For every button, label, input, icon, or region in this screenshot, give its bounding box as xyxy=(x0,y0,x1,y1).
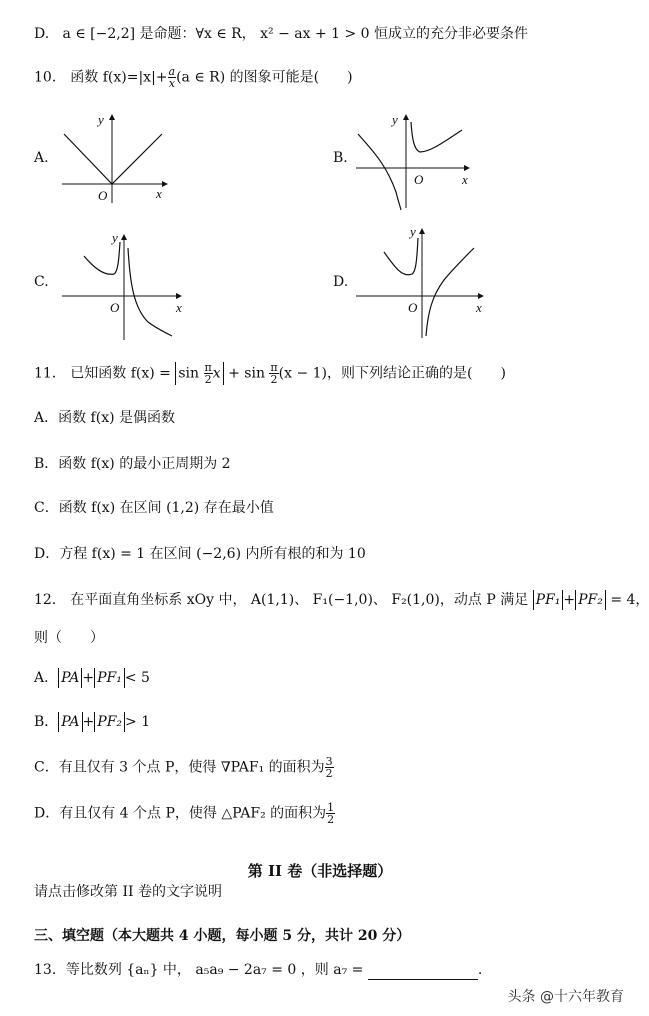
q13: 13．等比数列 {aₙ} 中， a₅a₉ − 2a₇ = 0 ，则 a₇ = . xyxy=(34,962,483,978)
svg-text:y: y xyxy=(98,112,104,127)
svg-text:O: O xyxy=(414,172,424,187)
q10-option-c-label: C. xyxy=(34,274,49,290)
q11-plus-sin: + sin xyxy=(228,365,265,382)
part3-heading: 三、填空题（本大题共 4 小题，每小题 5 分，共计 20 分） xyxy=(34,928,411,944)
svg-text:O: O xyxy=(408,300,418,315)
svg-text:y: y xyxy=(392,112,398,127)
q10-stem-a: 函数 f(x)=|x|+ xyxy=(70,69,168,86)
q9-option-d-text: a ∈ [−2,2] 是命题：∀x ∈ R， x² − ax + 1 > 0 恒成立的充分非必要条件 xyxy=(62,26,529,42)
q12-stem: 12． 在平面直角坐标系 xOy 中， A(1,1)、 F₁(−1,0)、 F₂(1,0)，动点 P 满足 PF₁ + PF₂ = 4， xyxy=(34,592,649,608)
q11-option-b: B．函数 f(x) 的最小正周期为 2 xyxy=(34,456,231,472)
q10-number: 10． xyxy=(34,69,66,86)
svg-text:x: x xyxy=(176,300,182,315)
q11-abs-term: sin $\frac{\pi}{2}$ x xyxy=(175,362,223,385)
q12-pf1: PF₁ xyxy=(533,590,564,610)
svg-text:x: x xyxy=(156,186,162,201)
svg-text:O: O xyxy=(98,188,108,203)
watermark: 头条 @十六年教育 xyxy=(507,989,624,1005)
q11-paren: (x − 1) xyxy=(278,365,328,382)
q11-number: 11． xyxy=(34,365,66,382)
q10-graph-c xyxy=(58,228,193,347)
part2-note[interactable]: 请点击修改第 II 卷的文字说明 xyxy=(34,884,222,900)
svg-text:y: y xyxy=(410,224,416,239)
q11-option-d: D．方程 f(x) = 1 在区间 (−2,6) 内所有根的和为 10 xyxy=(34,546,366,562)
q12-pf2: PF₂ xyxy=(575,590,606,610)
svg-text:y: y xyxy=(112,230,118,245)
q11-stem xyxy=(34,362,506,385)
q10-stem-b: (a ∈ R) 的图象可能是( ) xyxy=(176,69,353,86)
q12-ze: 则（ ） xyxy=(34,630,104,646)
q11-option-c: C．函数 f(x) 在区间 (1,2) 存在最小值 xyxy=(34,500,274,516)
q10-graph-a xyxy=(58,108,178,212)
q11-stem-b: ，则下列结论正确的是( ) xyxy=(327,365,506,382)
q9-option-d xyxy=(34,24,528,44)
part2-title: 第 II 卷（非选择题） xyxy=(247,862,393,880)
q11-option-a: A．函数 f(x) 是偶函数 xyxy=(34,410,176,426)
q10-option-d-label: D. xyxy=(333,274,349,290)
q10-fraction: $\frac{a}{x}$ xyxy=(168,65,176,90)
q12-option-a: A． PA + PF₁ < 5 xyxy=(34,670,150,686)
q13-answer-blank[interactable] xyxy=(368,965,478,980)
svg-text:x: x xyxy=(462,172,468,187)
q12-eq4: = 4， xyxy=(610,592,649,608)
q10-graph-d xyxy=(352,222,492,344)
q12-option-d: D．有且仅有 4 个点 P，使得 △PAF₂ 的面积为 $\frac{1}{2}$ xyxy=(34,801,335,826)
q11-stem-a: 已知函数 f(x) = xyxy=(70,365,171,382)
q10-stem xyxy=(34,66,353,89)
q12-option-b: B． PA + PF₂ > 1 xyxy=(34,714,151,730)
svg-text:x: x xyxy=(476,300,482,315)
q11-fraction-2: $\frac{\pi}{2}$ xyxy=(270,361,278,386)
q12-stem-text: 在平面直角坐标系 xOy 中， A(1,1)、 F₁(−1,0)、 F₂(1,0)，动点 P 满足 xyxy=(70,592,529,608)
svg-text:O: O xyxy=(110,300,120,315)
q9-option-d-label: D. xyxy=(34,26,50,42)
q12-number: 12． xyxy=(34,592,66,608)
q10-option-b-label: B. xyxy=(333,150,348,166)
q12-option-c: C．有且仅有 3 个点 P，使得 ∇PAF₁ 的面积为 $\frac{3}{2}$ xyxy=(34,755,333,780)
q10-graph-b xyxy=(352,108,477,217)
q10-option-a-label: A. xyxy=(34,150,49,166)
